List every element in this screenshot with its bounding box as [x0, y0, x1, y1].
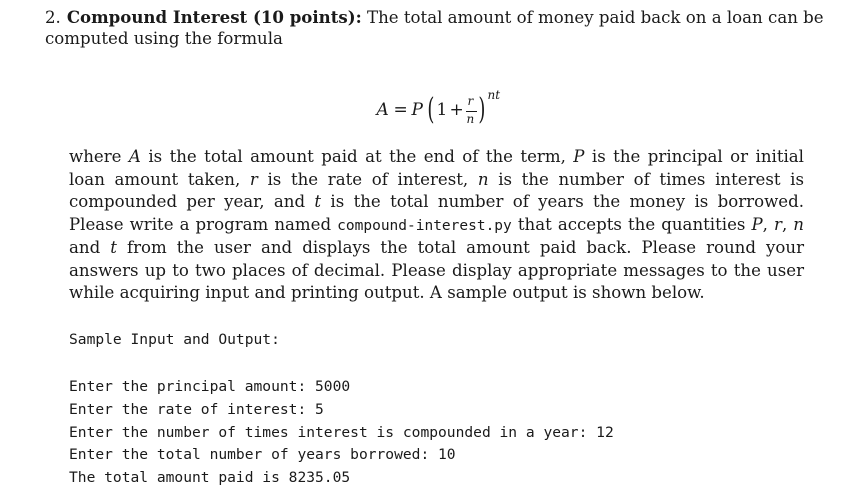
formula-fraction-denominator: n: [466, 112, 475, 126]
text-segment: is the total amount paid at the end of the term,: [140, 147, 574, 166]
sample-line: The total amount paid is 8235.05: [69, 469, 351, 487]
text-segment: and: [69, 238, 111, 257]
text-segment: is the total number of years the money is borrowed. Please write a program named: [69, 192, 805, 234]
question-title: Compound Interest (10 points):: [66, 7, 362, 27]
formula-lhs: A: [376, 100, 389, 120]
sample-line: Enter the principal amount: 5000: [69, 378, 351, 395]
formula-fraction-numerator: r: [467, 94, 474, 108]
text-segment: ,: [762, 214, 775, 234]
question-intro: The total amount of money paid back on a loan can be computed using the formula: [45, 8, 824, 48]
problem-description: [69, 146, 804, 305]
formula-one: 1: [436, 100, 448, 120]
compound-interest-formula: [0, 84, 853, 136]
text-segment: where: [69, 147, 129, 166]
sample-line: Enter the number of times interest is compounded in a year: 12: [69, 423, 614, 441]
formula-plus: +: [449, 100, 464, 120]
math-var-p: P: [573, 147, 585, 166]
text-segment: from the user and displays the total amount paid back. Please round your answers up to two places of decimal. Please display appropriate messages to the user while acquiring input and printing output. A sample output is shown below.: [69, 238, 805, 302]
sample-heading: Sample Input and Output:: [69, 331, 280, 348]
formula-exponent: nt: [487, 88, 501, 102]
math-var-r: r: [774, 214, 782, 234]
question-number: 2.: [45, 8, 61, 27]
text-segment: is the number of times interest is compounded per year, and: [69, 169, 804, 211]
math-var-r: r: [249, 169, 258, 189]
sample-output: [69, 376, 614, 490]
text-segment: that accepts the quantities: [511, 214, 752, 234]
formula-principal: P: [411, 100, 423, 120]
math-var-p: P: [751, 214, 763, 234]
math-var-t: t: [110, 238, 117, 257]
question: [45, 7, 825, 49]
text-segment: is the principal or initial loan amount taken,: [69, 147, 804, 189]
formula-open-paren: (: [426, 92, 434, 127]
formula-equals: =: [393, 100, 408, 120]
math-var-t: t: [314, 192, 322, 211]
math-var-n: n: [793, 214, 804, 234]
sample-line: Enter the total number of years borrowed: 10: [69, 446, 456, 464]
formula-close-paren: ): [477, 92, 485, 127]
question-header: [45, 7, 825, 49]
math-var-n: n: [477, 169, 489, 189]
math-var-a: A: [128, 147, 141, 166]
text-segment: ,: [781, 214, 794, 234]
text-segment: is the rate of interest,: [257, 169, 478, 189]
program-filename: compound-interest.py: [337, 217, 512, 234]
sample-line: Enter the rate of interest: 5: [69, 400, 324, 418]
